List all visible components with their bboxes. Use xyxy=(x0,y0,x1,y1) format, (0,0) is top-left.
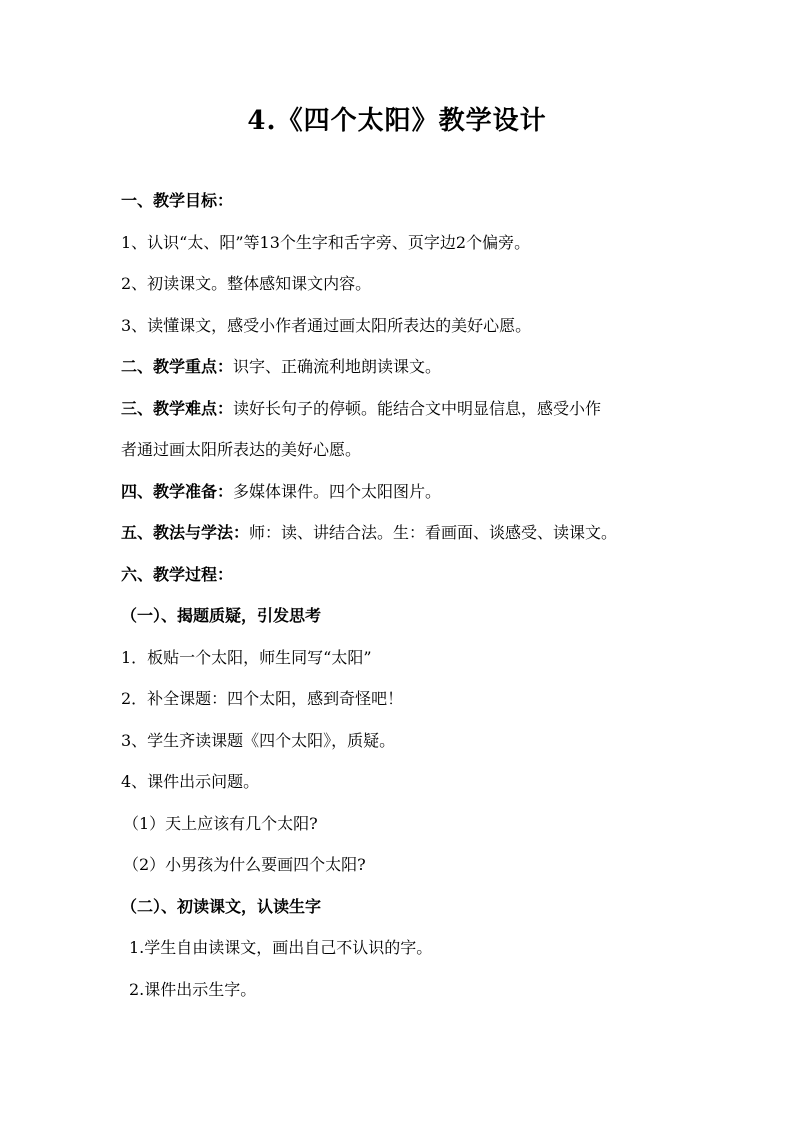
objective-2: 2、初读课文。整体感知课文内容。 xyxy=(121,274,372,293)
key-points-line xyxy=(121,355,691,379)
document-body xyxy=(121,189,691,1019)
subsection-heading-1: （一）、揭题质疑，引发思考 xyxy=(121,606,322,625)
preparation-text: 多媒体课件。四个太阳图片。 xyxy=(233,481,442,501)
reading-step-2: 2.课件出示生字。 xyxy=(129,979,257,999)
methods-line xyxy=(121,521,691,545)
difficulties-line xyxy=(121,397,691,421)
document-title: 4.《四个太阳》教学设计 xyxy=(247,106,547,136)
process-step-2: 2．补全课题：四个太阳，感到奇怪吧！ xyxy=(121,689,404,708)
key-points-label: 二、教学重点： xyxy=(121,357,234,376)
process-step-4: 4、课件出示问题。 xyxy=(121,772,260,791)
question-1: （1）天上应该有几个太阳? xyxy=(123,813,318,833)
preparation-label: 四、教学准备： xyxy=(121,481,234,501)
difficulties-label: 三、教学难点： xyxy=(121,398,234,418)
methods-text: 师：读、讲结合法。生：看画面、谈感受、读课文。 xyxy=(249,523,618,542)
process-step-1: 1．板贴一个太阳，师生同写“太阳” xyxy=(121,647,372,667)
preparation-line xyxy=(121,480,691,504)
methods-label: 五、教法与学法： xyxy=(121,523,250,542)
objective-1: 1、认识“太、阳”等13个生字和舌字旁、页字边2个偏旁。 xyxy=(121,232,531,252)
reading-step-1: 1.学生自由读课文，画出自己不认识的字。 xyxy=(129,938,433,957)
difficulties-continuation: 者通过画太阳所表达的美好心愿。 xyxy=(121,440,362,459)
key-points-text: 识字、正确流利地朗读课文。 xyxy=(233,357,442,376)
difficulties-text: 读好长句子的停顿。能结合文中明显信息，感受小作 xyxy=(233,398,602,418)
objective-3: 3、读懂课文，感受小作者通过画太阳所表达的美好心愿。 xyxy=(121,315,532,335)
section-heading-objectives: 一、教学目标： xyxy=(121,191,234,210)
subsection-heading-2: （二）、初读课文，认读生字 xyxy=(121,896,322,916)
section-heading-process: 六、教学过程： xyxy=(121,564,234,584)
question-2: （2）小男孩为什么要画四个太阳? xyxy=(123,855,366,874)
process-step-3: 3、学生齐读课题《四个太阳》，质疑。 xyxy=(121,730,396,750)
